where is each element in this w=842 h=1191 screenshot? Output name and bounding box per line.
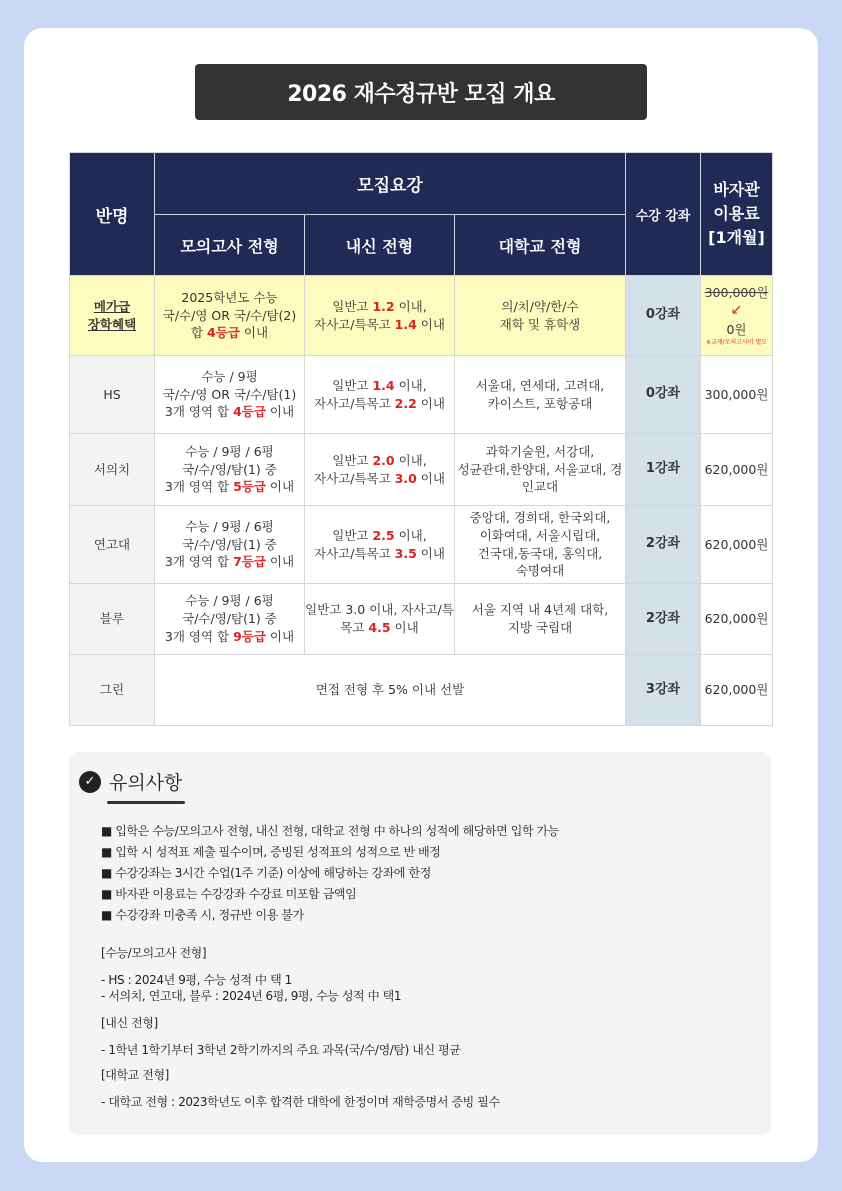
list-item: ■ 바자관 이용료는 수강강좌 수강료 미포함 금액임 (101, 887, 357, 901)
list-item: ■ 수강강좌는 3시간 수업(1주 기준) 이상에 해당하는 강좌에 한정 (101, 866, 431, 880)
table-row (70, 506, 773, 584)
univ-cell: 서울 지역 내 4년제 대학, 지방 국립대 (455, 584, 626, 655)
univ-cell: 중앙대, 경희대, 한국외대, 이화여대, 서울시립대, 건국대,동국대, 홍익대, 숙명여대 (455, 506, 626, 584)
table-row (70, 356, 773, 434)
page-title: 2026 재수정규반 모집 개요 (195, 64, 647, 120)
mock-cell: 수능 / 9평 국/수/영 OR 국/수/탐(1) 3개 영역 합 4등급 이내 (155, 356, 305, 434)
header-requirements: 모집요강 (155, 153, 626, 215)
header-class-name: 반명 (70, 153, 155, 276)
naesin-cell: 일반고 3.0 이내, 자사고/특 목고 4.5 이내 (305, 584, 455, 655)
table-row (70, 434, 773, 506)
mock-cell: 수능 / 9평 / 6평 국/수/영/탐(1) 중 3개 영역 합 7등급 이내 (155, 506, 305, 584)
fee-cell: 300,000원 (701, 356, 773, 434)
univ-cell: 의/치/약/한/수 재학 및 휴학생 (455, 276, 626, 356)
notes-panel (69, 752, 771, 1135)
list-item: ■ 수강강좌 미충족 시, 정규반 이용 불가 (101, 908, 304, 922)
lectures-cell: 0강좌 (626, 356, 701, 434)
class-name-cell: 블루 (70, 584, 155, 655)
header-lectures: 수강 강좌 (626, 153, 701, 276)
lectures-cell: 1강좌 (626, 434, 701, 506)
fee-cell: 300,000원↙ 0원 ※교재/모의고사비 별도 (701, 276, 773, 356)
table-header-row-1 (70, 153, 773, 215)
header-fee: 바자관 이용료 [1개월] (701, 153, 773, 276)
class-name-cell: HS (70, 356, 155, 434)
naesin-cell: 일반고 1.2 이내, 자사고/특목고 1.4 이내 (305, 276, 455, 356)
recruitment-table (69, 152, 773, 726)
header-mock: 모의고사 전형 (155, 215, 305, 276)
header-naesin: 내신 전형 (305, 215, 455, 276)
table-row (70, 276, 773, 356)
mock-cell: 수능 / 9평 / 6평 국/수/영/탐(1) 중 3개 영역 합 5등급 이내 (155, 434, 305, 506)
univ-cell: 과학기술원, 서강대, 성균관대,한양대, 서울교대, 경 인교대 (455, 434, 626, 506)
lectures-cell: 3강좌 (626, 655, 701, 726)
class-name-cell: 메가급 장학혜택 (70, 276, 155, 356)
fee-cell: 620,000원 (701, 584, 773, 655)
mock-cell: 2025학년도 수능 국/수/영 OR 국/수/탐(2) 합 4등급 이내 (155, 276, 305, 356)
naesin-cell: 일반고 2.5 이내, 자사고/특목고 3.5 이내 (305, 506, 455, 584)
lectures-cell: 0강좌 (626, 276, 701, 356)
class-name-cell: 연고대 (70, 506, 155, 584)
arrow-icon: ↙ (730, 302, 743, 319)
mock-cell: 수능 / 9평 / 6평 국/수/영/탐(1) 중 3개 영역 합 9등급 이내 (155, 584, 305, 655)
naesin-cell: 일반고 2.0 이내, 자사고/특목고 3.0 이내 (305, 434, 455, 506)
fee-cell: 620,000원 (701, 434, 773, 506)
header-univ: 대학교 전형 (455, 215, 626, 276)
title-underline (107, 801, 185, 804)
class-name-cell: 서의치 (70, 434, 155, 506)
naesin-cell: 일반고 1.4 이내, 자사고/특목고 2.2 이내 (305, 356, 455, 434)
notes-header (79, 768, 182, 795)
univ-cell: 서울대, 연세대, 고려대, 카이스트, 포항공대 (455, 356, 626, 434)
notes-section-naesin: [내신 전형] - 1학년 1학기부터 3학년 2학기까지의 주요 과목(국/수/영/탐) 내신 평균 (101, 1016, 461, 1057)
lectures-cell: 2강좌 (626, 506, 701, 584)
fee-cell: 620,000원 (701, 506, 773, 584)
notes-bullet-list (101, 822, 559, 927)
fee-cell: 620,000원 (701, 655, 773, 726)
list-item: ■ 입학 시 성적표 제출 필수이며, 증빙된 성적표의 성적으로 반 배정 (101, 845, 441, 859)
notes-section-univ: [대학교 전형] - 대학교 전형 : 2023학년도 이후 합격한 대학에 한정이며 재학증명서 증빙 필수 (101, 1068, 500, 1109)
class-name-cell: 그린 (70, 655, 155, 726)
list-item: ■ 입학은 수능/모의고사 전형, 내신 전형, 대학교 전형 中 하나의 성적에 해당하면 입학 가능 (101, 824, 559, 838)
merged-requirements-cell: 면접 전형 후 5% 이내 선발 (155, 655, 626, 726)
table-row (70, 584, 773, 655)
table-row (70, 655, 773, 726)
notes-title: 유의사항 (109, 772, 183, 794)
lectures-cell: 2강좌 (626, 584, 701, 655)
check-circle-icon: ✓ (79, 771, 101, 793)
notes-section-mock: [수능/모의고사 전형] - HS : 2024년 9평, 수능 성적 中 택 1 - 서의치, 연고대, 블루 : 2024년 6평, 9평, 수능 성적 中 택1 (101, 946, 402, 1003)
